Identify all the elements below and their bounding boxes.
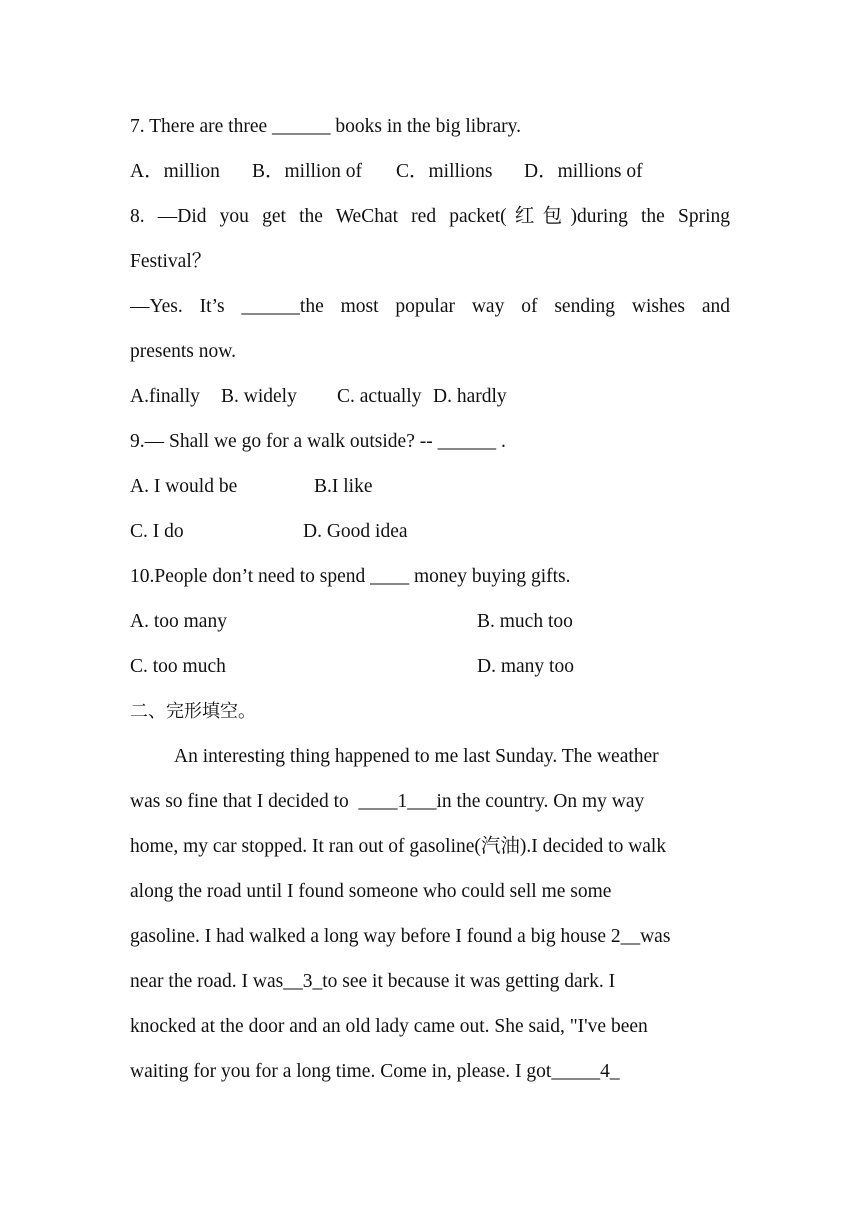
passage-line-6: near the road. I was__3_to see it because it was getting dark. I [130,971,616,992]
question-8-stem-line-1: 8. —Did you get the WeChat red packet(红包)during the Spring [130,206,730,227]
question-9-option-d: D. Good idea [303,521,408,542]
question-8-answer-line-1: —Yes. It’s ______the most popular way of sending wishes and [130,296,730,317]
question-8-stem-line-2: Festival？ [130,251,212,272]
passage-line-3: home, my car stopped. It ran out of gasoline(汽油).I decided to walk [130,836,667,857]
question-10-option-c: C. too much [130,656,226,677]
question-10-option-b: B. much too [477,611,573,632]
question-7-option-b: B．million of [252,161,362,182]
question-8-option-c: C. actually [337,386,422,407]
question-9-option-b: B.I like [314,476,373,497]
question-9-option-c: C. I do [130,521,184,542]
question-7-option-d: D．millions of [524,161,643,182]
passage-line-7: knocked at the door and an old lady came out. She said, "I've been [130,1016,648,1037]
passage-line-4: along the road until I found someone who could sell me some [130,881,612,902]
passage-line-1: An interesting thing happened to me last Sunday. The weather [174,746,659,767]
passage-line-2: was so fine that I decided to ____1___in the country. On my way [130,791,645,812]
passage-line-8: waiting for you for a long time. Come in, please. I got_____4_ [130,1061,620,1082]
question-8-answer-line-2: presents now. [130,341,236,362]
question-7-stem: 7. There are three ______ books in the big library. [130,116,521,137]
question-8-option-b: B. widely [221,386,297,407]
question-10-option-d: D. many too [477,656,574,677]
passage-line-5: gasoline. I had walked a long way before I found a big house 2__was [130,926,671,947]
question-10-stem: 10.People don’t need to spend ____ money buying gifts. [130,566,571,587]
section-2-heading: 二、完形填空。 [130,701,256,722]
question-7-option-c: C．millions [396,161,493,182]
question-10-option-a: A. too many [130,611,227,632]
question-8-option-a: A.finally [130,386,200,407]
question-9-option-a: A. I would be [130,476,238,497]
question-9-stem: 9.— Shall we go for a walk outside? -- ______ . [130,431,506,452]
question-7-option-a: A．million [130,161,220,182]
question-8-option-d: D. hardly [433,386,507,407]
